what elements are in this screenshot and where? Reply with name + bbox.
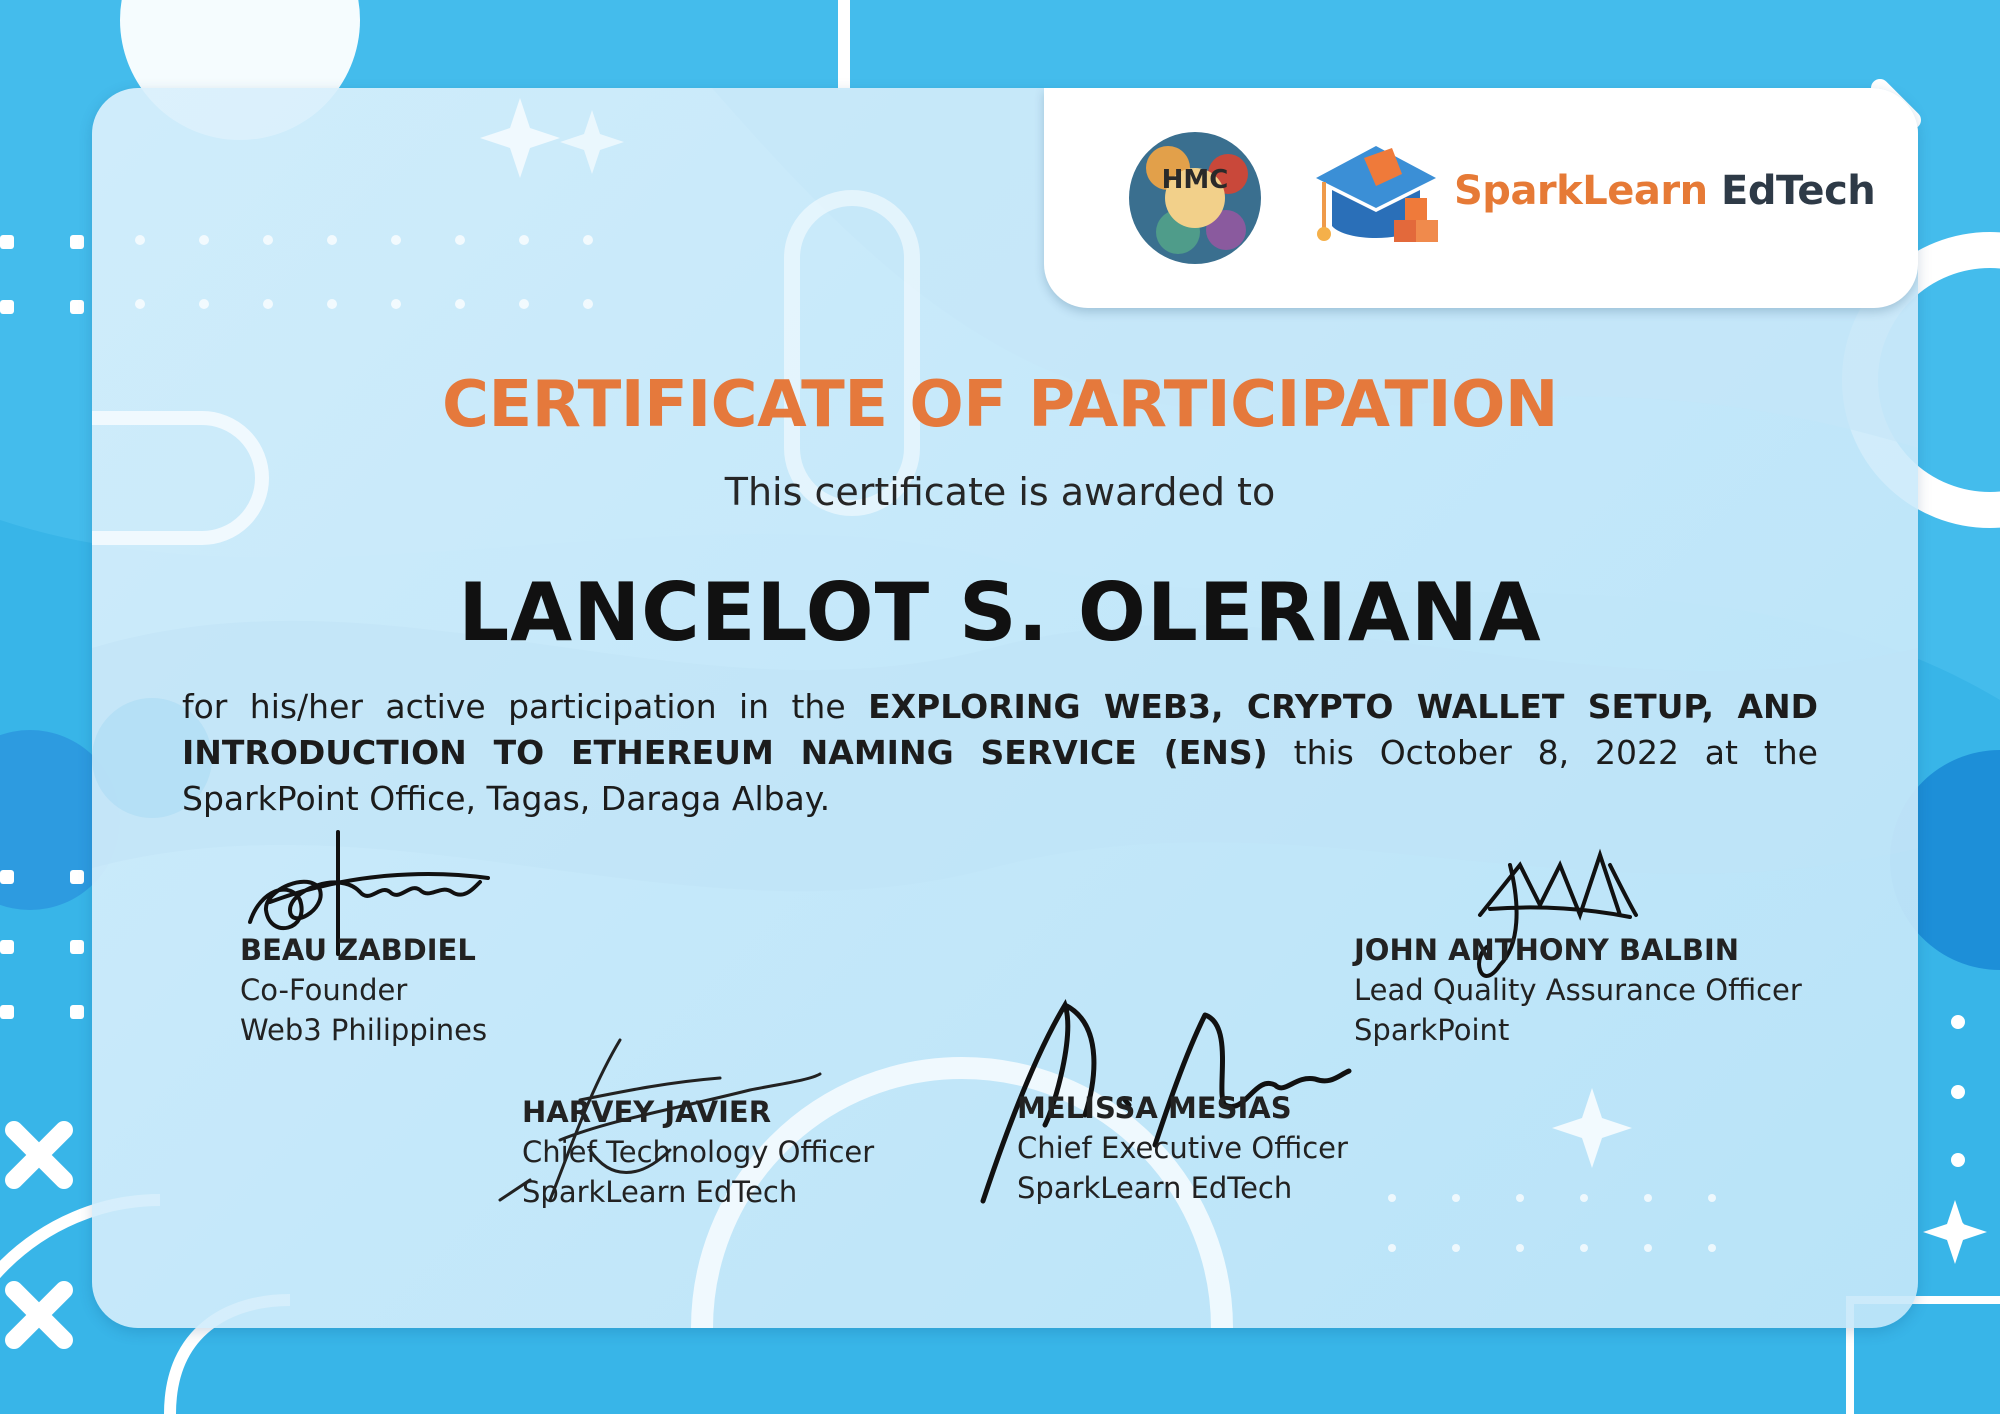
signatory-2 <box>522 1092 874 1212</box>
recipient-name: LANCELOT S. OLERIANA <box>458 566 1542 659</box>
signatory-3 <box>1017 1088 1348 1208</box>
brand-name-part2: EdTech <box>1707 168 1876 214</box>
signatory-1 <box>240 930 487 1050</box>
signatory-1-name: BEAU ZABDIEL <box>240 933 476 967</box>
brand-name <box>1454 168 1875 214</box>
sparklearn-logo-icon <box>1306 134 1446 264</box>
hmc-logo-letters-top: HMC <box>1161 165 1229 195</box>
participation-outro: this October 8, 2022 at the SparkPoint Office, Tagas, Daraga Albay. <box>182 733 1818 818</box>
participation-intro: for his/her active participation in the <box>182 687 869 726</box>
signatory-4 <box>1354 930 1802 1050</box>
signatory-4-title: Lead Quality Assurance Officer <box>1354 973 1802 1007</box>
signatory-2-org: SparkLearn EdTech <box>522 1175 798 1209</box>
participation-text <box>182 684 1818 822</box>
signatory-1-org: Web3 Philippines <box>240 1013 488 1047</box>
event-name: EXPLORING WEB3, CRYPTO WALLET SETUP, AND INTRODUCTION TO ETHEREUM NAMING SERVICE (ENS) <box>182 687 1819 772</box>
signatory-3-title: Chief Executive Officer <box>1017 1131 1348 1165</box>
logo-header <box>1044 88 1918 308</box>
signatory-1-title: Co-Founder <box>240 973 408 1007</box>
signatory-4-name: JOHN ANTHONY BALBIN <box>1354 933 1740 967</box>
hmc-logo <box>1120 128 1270 268</box>
signatory-2-name: HARVEY JAVIER <box>522 1095 772 1129</box>
signatory-4-org: SparkPoint <box>1354 1013 1510 1047</box>
signatory-2-title: Chief Technology Officer <box>522 1135 875 1169</box>
brand-name-part1: SparkLearn <box>1454 168 1708 214</box>
signatory-3-name: MELISSA MESIAS <box>1017 1091 1292 1125</box>
certificate-title: CERTIFICATE OF PARTICIPATION <box>442 368 1558 442</box>
awarded-line: This certificate is awarded to <box>724 470 1276 514</box>
signatory-3-org: SparkLearn EdTech <box>1017 1171 1293 1205</box>
